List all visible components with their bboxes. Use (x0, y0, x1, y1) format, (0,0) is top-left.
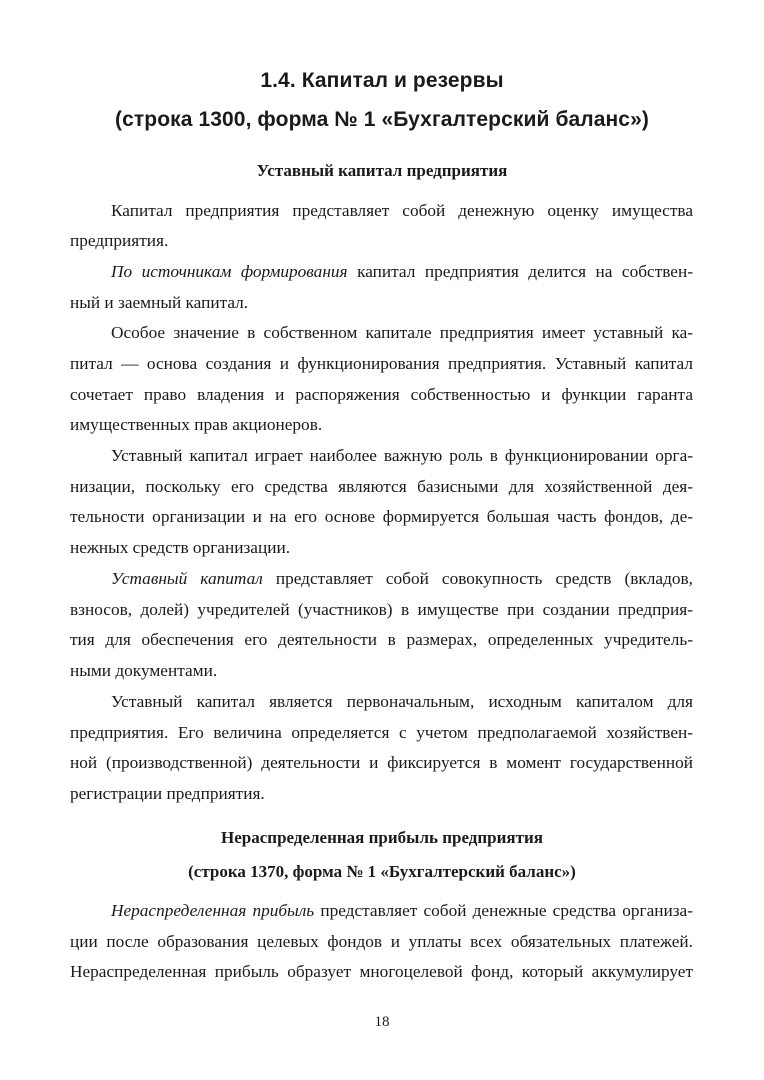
chapter-title-line-2: (строка 1300, форма № 1 «Бухгалтерский баланс») (115, 108, 649, 131)
italic-term-retained-earnings: Нераспределенная прибыль (111, 901, 315, 920)
paragraph-line-text: представляет собой денежные средства организа- (320, 901, 693, 920)
paragraph-line: низации, поскольку его средства являются базисными для хозяйственной дея- (70, 477, 693, 496)
paragraph-line: тельности организации и на его основе формируется большая часть фондов, де- (70, 507, 693, 526)
section-heading-retained-earnings-line-2: (строка 1370, форма № 1 «Бухгалтерский баланс») (188, 862, 576, 881)
paragraph-line: взносов, долей) учредителей (участников) в имуществе при создании предприя- (70, 600, 693, 619)
paragraph-line: ный и заемный капитал. (70, 293, 249, 312)
paragraph-line (111, 900, 693, 922)
section-heading-charter-capital: Уставный капитал предприятия (256, 161, 508, 180)
paragraph-line: предприятия. (70, 231, 169, 250)
paragraph-line: тия для обеспечения его деятельности в размерах, определенных учредитель- (70, 630, 693, 649)
section-heading-retained-earnings: Нераспределенная прибыль предприятия (221, 828, 543, 847)
italic-term-charter-capital: Уставный капитал (111, 569, 263, 588)
paragraph-line: ной (производственной) деятельности и фиксируется в момент государственной (70, 753, 693, 772)
paragraph-line (111, 261, 693, 283)
paragraph-line: предприятия. Его величина определяется с учетом предполагаемой хозяйствен- (70, 723, 693, 742)
paragraph-line: Уставный капитал играет наиболее важную роль в функционировании орга- (111, 446, 693, 465)
italic-term-sources: По источникам формирования (111, 262, 348, 281)
paragraph-line: Особое значение в собственном капитале предприятия имеет уставный ка- (111, 323, 693, 342)
paragraph-line: регистрации предприятия. (70, 784, 265, 803)
paragraph-line: ции после образования целевых фондов и уплаты всех обязательных платежей. (70, 932, 693, 951)
paragraph-line: Капитал предприятия представляет собой денежную оценку имущества (111, 201, 693, 220)
paragraph-line: ными документами. (70, 661, 218, 680)
paragraph-line (111, 568, 693, 590)
page-number: 18 (374, 1014, 390, 1030)
paragraph-line: Нераспределенная прибыль образует многоцелевой фонд, который аккумулирует (70, 962, 693, 981)
paragraph-line: питал — основа создания и функционирования предприятия. Уставный капитал (70, 354, 693, 373)
paragraph-line: Уставный капитал является первоначальным, исходным капиталом для (111, 692, 693, 711)
paragraph-line: нежных средств организации. (70, 538, 291, 557)
paragraph-line-text: капитал предприятия делится на собствен- (357, 262, 693, 281)
paragraph-line-text: представляет собой совокупность средств (вкладов, (275, 569, 693, 588)
paragraph-line: сочетает право владения и распоряжения собственностью и функции гаранта (70, 385, 693, 404)
chapter-title-line-1: 1.4. Капитал и резервы (260, 69, 504, 92)
paragraph-line: имущественных прав акционеров. (70, 415, 323, 434)
